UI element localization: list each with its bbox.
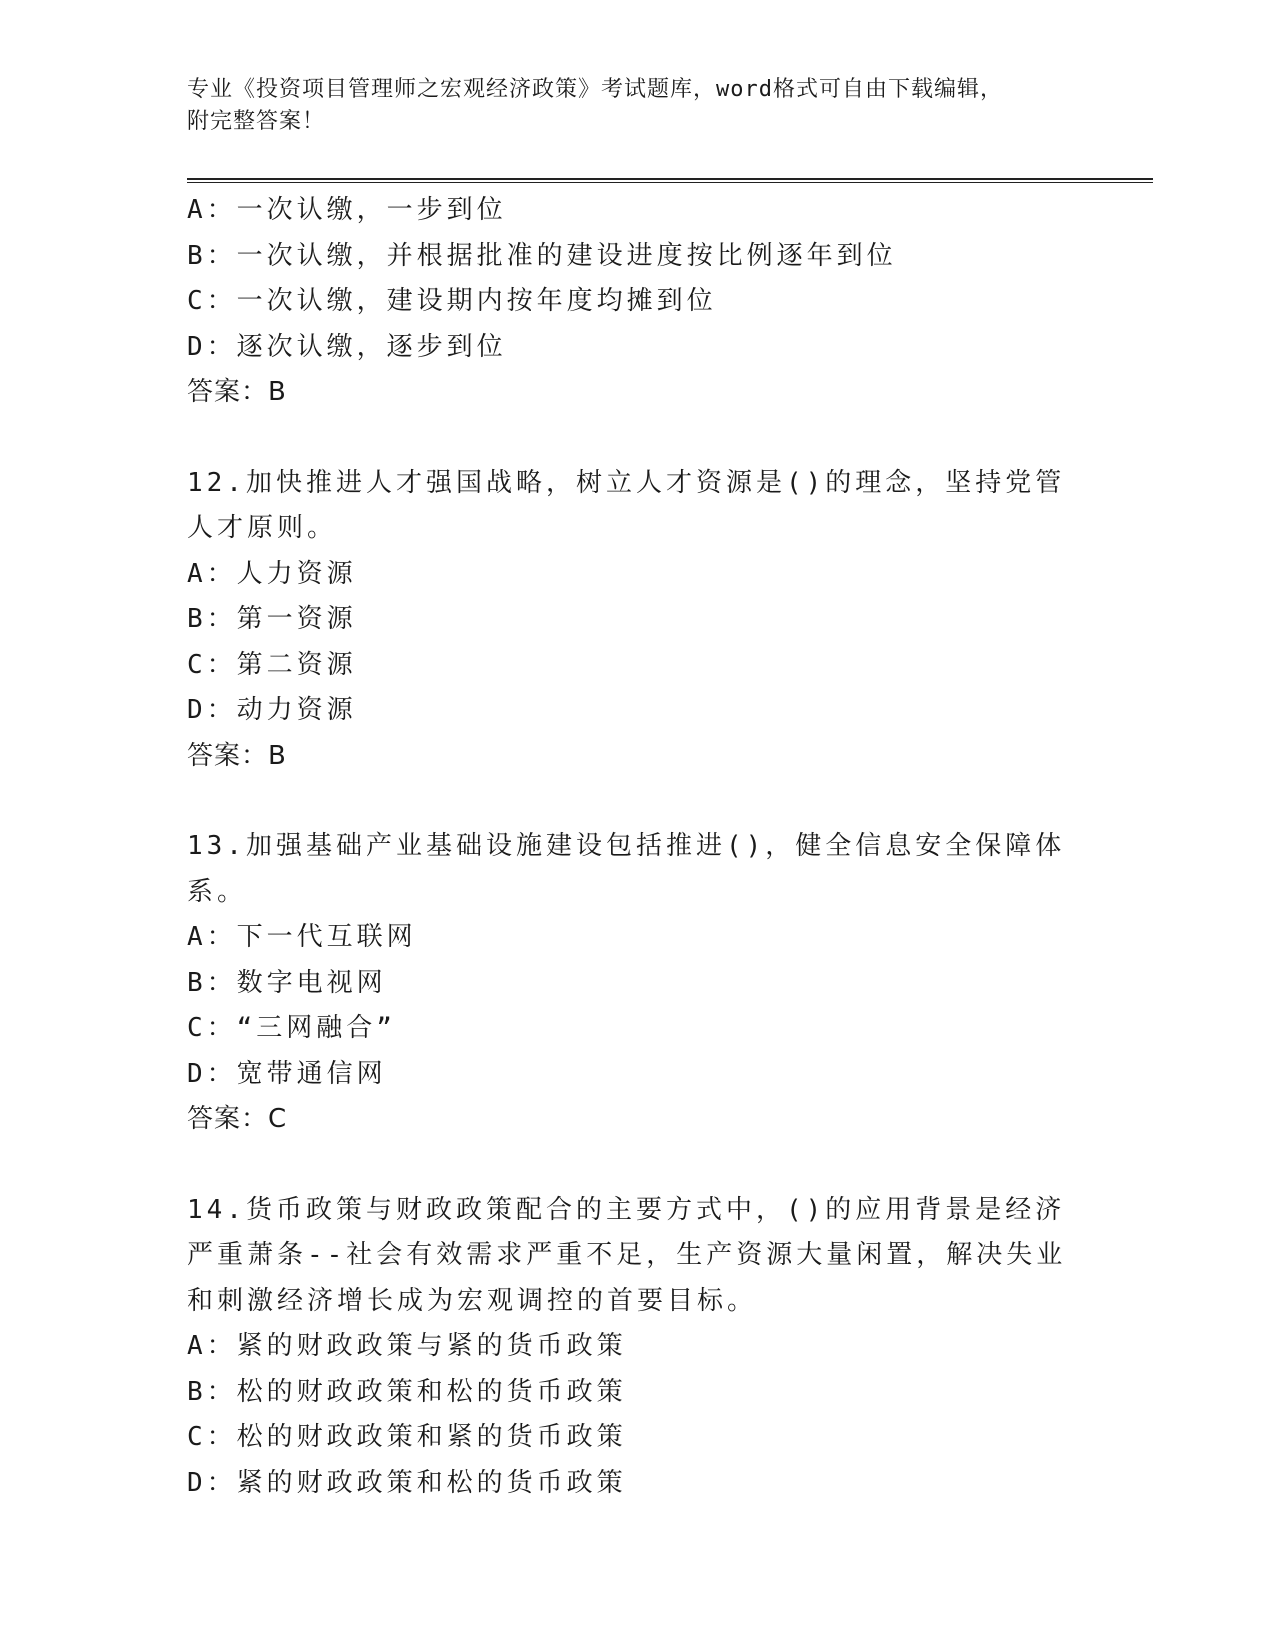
question-12 bbox=[187, 461, 1157, 780]
question-text: 12.加快推进人才强国战略，树立人才资源是()的理念，坚持党管人才原则。 bbox=[187, 467, 1066, 543]
option-b: B：一次认缴，并根据批准的建设进度按比例逐年到位 bbox=[187, 240, 897, 271]
header-divider bbox=[187, 178, 1153, 183]
answer: 答案：C bbox=[187, 1104, 288, 1134]
option-c: C：第二资源 bbox=[187, 649, 357, 680]
option-c: C：松的财政政策和紧的货币政策 bbox=[187, 1422, 627, 1452]
header-line-1: 专业《投资项目管理师之宏观经济政策》考试题库，word格式可自由下载编辑， bbox=[187, 77, 1003, 102]
question-11 bbox=[187, 188, 1157, 416]
option-d: D：逐次认缴，逐步到位 bbox=[187, 331, 507, 362]
document-header bbox=[187, 74, 1087, 138]
spacer bbox=[187, 779, 1157, 824]
spacer bbox=[187, 1143, 1157, 1188]
option-a: A：人力资源 bbox=[187, 558, 357, 589]
header-line-2: 附完整答案！ bbox=[187, 109, 326, 134]
question-text: 14.货币政策与财政政策配合的主要方式中，()的应用背景是经济严重萧条--社会有效需求严重不足，生产资源大量闲置，解决失业和刺激经济增长成为宏观调控的首要目标。 bbox=[187, 1194, 1067, 1316]
spacer bbox=[187, 416, 1157, 461]
option-d: D：动力资源 bbox=[187, 695, 357, 725]
document-page bbox=[187, 0, 1157, 1650]
question-list bbox=[187, 188, 1157, 1506]
answer: 答案：B bbox=[187, 377, 287, 407]
option-c: C：“三网融合” bbox=[187, 1013, 396, 1043]
question-13 bbox=[187, 824, 1157, 1143]
option-a: A：下一代互联网 bbox=[187, 922, 417, 952]
question-text: 13.加强基础产业基础设施建设包括推进()，健全信息安全保障体系。 bbox=[187, 831, 1066, 907]
answer: 答案：B bbox=[187, 740, 287, 771]
option-b: B：第一资源 bbox=[187, 604, 357, 634]
question-14 bbox=[187, 1188, 1157, 1507]
option-b: B：松的财政政策和松的货币政策 bbox=[187, 1376, 627, 1407]
option-d: D：紧的财政政策和松的货币政策 bbox=[187, 1467, 627, 1498]
option-b: B：数字电视网 bbox=[187, 967, 387, 998]
option-c: C：一次认缴，建设期内按年度均摊到位 bbox=[187, 286, 717, 316]
option-a: A：一次认缴，一步到位 bbox=[187, 195, 507, 225]
option-d: D：宽带通信网 bbox=[187, 1058, 387, 1089]
option-a: A：紧的财政政策与紧的货币政策 bbox=[187, 1331, 627, 1361]
